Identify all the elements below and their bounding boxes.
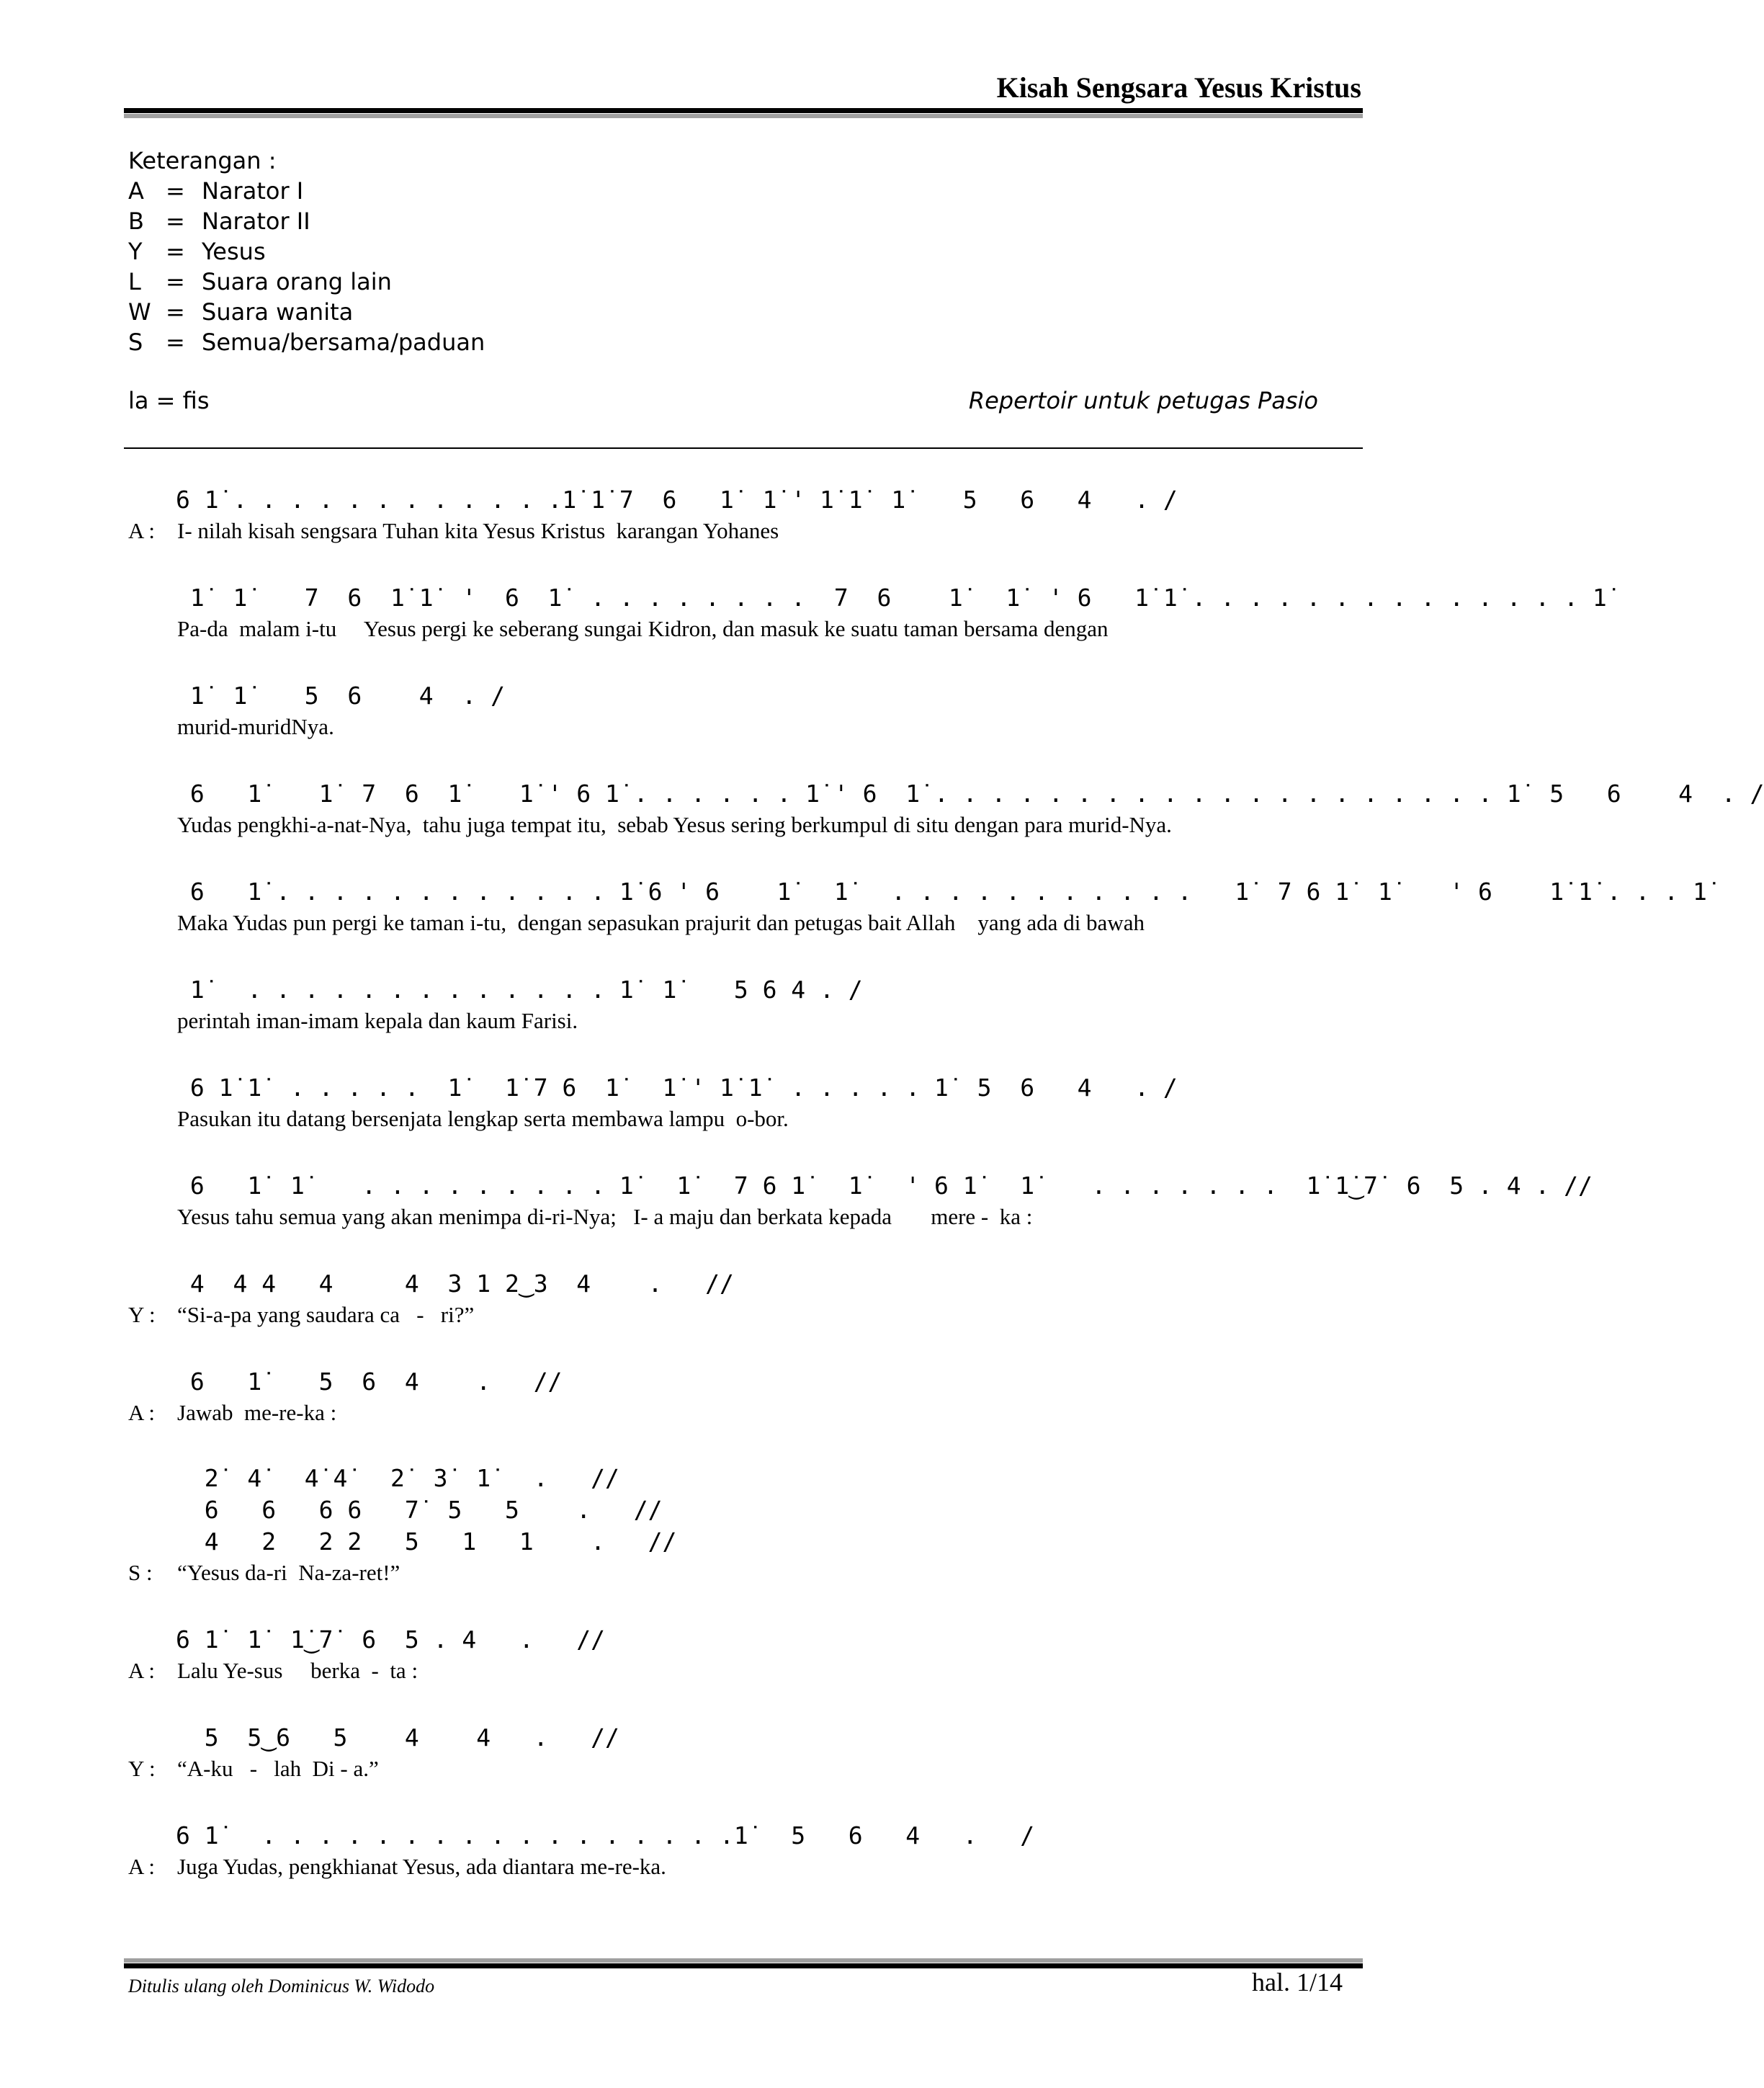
header-rule — [124, 108, 1363, 113]
lyric-text: murid-muridNya. — [177, 714, 334, 739]
notation-line: 5 5‿6 5 4 4 . // — [176, 1723, 619, 1752]
notation-line: 1̇ 1̇ 7 6 1̇ 1̇ ' 6 1̇ . . . . . . . . 7 6 1̇ 1̇ ' 6 1̇ 1̇ . . . . . . . . . . . . . . 1̇ — [176, 584, 1607, 612]
speaker-label — [128, 908, 177, 938]
legend-key: S — [128, 329, 143, 356]
lyric-line — [128, 1300, 734, 1330]
legend-value: Narator II — [202, 208, 310, 235]
notation-line-middle: 6 6 6 6 7̇ 5 5 . // — [176, 1496, 663, 1524]
repertoir-note: Repertoir untuk petugas Pasio — [968, 387, 1318, 414]
speaker-label — [128, 1202, 177, 1232]
legend-eq: = — [166, 208, 185, 235]
speaker-label: A : — [128, 1854, 156, 1879]
speaker-label — [128, 810, 177, 840]
lyric-text: Pa-da malam i-tu Yesus pergi ke seberang sungai Kidron, dan masuk ke suatu taman bersama dengan — [177, 616, 1109, 641]
speaker-label: A : — [128, 518, 156, 543]
lyric-text: Lalu Ye-sus berka - ta : — [177, 1658, 418, 1683]
lyric-line — [128, 810, 1764, 840]
speaker-label — [128, 712, 177, 742]
legend-row — [128, 297, 485, 327]
lyric-line — [128, 1398, 562, 1428]
score-block — [128, 778, 1764, 840]
notation-line: 6 1̇ . . . . . . . . . . . .1̇ 1̇ 7 6 1̇ 1̇ ' 1̇ 1̇ 1̇ 5 6 4 . / — [176, 486, 1178, 514]
lyric-line — [128, 1104, 1178, 1134]
notation-line: 6 1̇ 1̇ 1̇‿7̇ 6 5 . 4 . // — [176, 1625, 606, 1654]
notation-line: 6 1̇ 5 6 4 . // — [176, 1368, 563, 1396]
score-block — [128, 1624, 605, 1686]
legend-eq: = — [166, 268, 185, 295]
speaker-label — [128, 1104, 177, 1134]
legend-value: Suara orang lain — [202, 268, 392, 295]
lyric-line — [128, 1558, 676, 1588]
lyric-text: Yesus tahu semua yang akan menimpa di-ri-Nya; I- a maju dan berkata kepada mere - ka : — [177, 1204, 1033, 1229]
score-block — [128, 582, 1607, 644]
legend-row — [128, 327, 485, 357]
speaker-label: A : — [128, 1658, 156, 1683]
speaker-label — [128, 1006, 177, 1036]
legend-row — [128, 267, 485, 297]
score-block — [128, 1072, 1178, 1134]
legend-eq: = — [166, 177, 185, 205]
legend-eq: = — [166, 329, 185, 356]
page-number: hal. 1/14 — [1252, 1968, 1343, 1996]
lyric-text: Juga Yudas, pengkhianat Yesus, ada diantara me-re-ka. — [177, 1854, 666, 1879]
lyric-text: “Yesus da-ri Na-za-ret!” — [177, 1560, 400, 1585]
score-block — [128, 484, 1178, 546]
lyric-line — [128, 1852, 1034, 1882]
score-block — [128, 974, 863, 1036]
notation-line-upper: 2̇ 4̇ 4̇ 4̇ 2̇ 3̇ 1̇ . // — [176, 1464, 619, 1492]
speaker-label: Y : — [128, 1302, 156, 1327]
lyric-line — [128, 1656, 605, 1686]
legend-value: Yesus — [202, 238, 266, 265]
lyric-text: Pasukan itu datang bersenjata lengkap serta membawa lampu o-bor. — [177, 1106, 789, 1131]
notation-line: 6 1̇ . . . . . . . . . . . . . . . . .1̇ 5 6 4 . / — [176, 1821, 1035, 1850]
footer-rule — [124, 1963, 1363, 1968]
speaker-label: A : — [128, 1400, 156, 1425]
lyric-line — [128, 614, 1607, 644]
legend-value: Semua/bersama/paduan — [202, 329, 485, 356]
score-block — [128, 1268, 734, 1330]
score-block — [128, 1170, 1593, 1232]
score-block — [128, 1722, 619, 1784]
score-block-chord — [128, 1463, 676, 1588]
legend-row — [128, 176, 485, 206]
footer-author: Ditulis ulang oleh Dominicus W. Widodo — [128, 1976, 435, 1996]
notation-line: 6 1̇ 1̇ . . . . . 1̇ 1̇ 7 6 1̇ 1̇ ' 1̇ 1̇ . . . . . 1̇ 5 6 4 . / — [176, 1074, 1178, 1102]
notation-line: 6 1̇ . . . . . . . . . . . . 1̇ 6 ' 6 1̇ 1̇ . . . . . . . . . . . 1̇ 7 6 1̇ 1̇ ' 6 1̇ 1̇ . . . 1̇ — [176, 878, 1707, 906]
score-block — [128, 1366, 562, 1428]
notation-line: 1̇ 1̇ 5 6 4 . / — [176, 682, 505, 710]
legend-heading: Keterangan : — [128, 147, 277, 174]
score-block — [128, 876, 1707, 938]
legend-value: Suara wanita — [202, 298, 354, 326]
notation-line-lower: 4 2 2 2 5 1 1 . // — [176, 1527, 677, 1556]
legend-eq: = — [166, 238, 185, 265]
lyric-text: I- nilah kisah sengsara Tuhan kita Yesus Kristus karangan Yohanes — [177, 518, 779, 543]
notation-line: 1̇ . . . . . . . . . . . . . 1̇ 1̇ 5 6 4 . / — [176, 976, 863, 1004]
section-rule — [124, 447, 1363, 449]
page-title: Kisah Sengsara Yesus Kristus — [996, 71, 1361, 104]
lyric-line — [128, 712, 505, 742]
legend-key: W — [128, 298, 151, 326]
notation-line: 4 4 4 4 4 3 1 2‿3 4 . // — [176, 1270, 734, 1298]
lyric-text: perintah iman-imam kepala dan kaum Farisi. — [177, 1008, 578, 1033]
lyric-line — [128, 908, 1707, 938]
score-block — [128, 680, 505, 742]
legend-row — [128, 206, 485, 236]
lyric-line — [128, 1202, 1593, 1232]
legend — [128, 146, 485, 357]
tuning-note: la = fis — [128, 387, 210, 414]
legend-eq: = — [166, 298, 185, 326]
header-rule-shadow — [124, 114, 1363, 118]
speaker-label: Y : — [128, 1756, 156, 1781]
footer-rule-shadow — [124, 1958, 1363, 1963]
lyric-text: Maka Yudas pun pergi ke taman i-tu, dengan sepasukan prajurit dan petugas bait Allah yang ada di bawah — [177, 910, 1145, 935]
notation-line: 6 1̇ 1̇ . . . . . . . . . 1̇ 1̇ 7 6 1̇ 1̇ ' 6 1̇ 1̇ . . . . . . . 1̇ 1̇‿7̇ 6 5 . 4 . // — [176, 1172, 1593, 1200]
lyric-text: Yudas pengkhi-a-nat-Nya, tahu juga tempat itu, sebab Yesus sering berkumpul di situ dengan para murid-Nya. — [177, 812, 1172, 837]
score-block — [128, 1820, 1034, 1882]
legend-key: B — [128, 208, 144, 235]
lyric-text: Jawab me-re-ka : — [177, 1400, 337, 1425]
legend-row — [128, 236, 485, 267]
legend-value: Narator I — [202, 177, 304, 205]
lyric-line — [128, 1006, 863, 1036]
lyric-line — [128, 1754, 619, 1784]
legend-key: A — [128, 177, 144, 205]
speaker-label — [128, 614, 177, 644]
speaker-label: S : — [128, 1560, 153, 1585]
legend-key: Y — [128, 238, 143, 265]
lyric-text: “Si-a-pa yang saudara ca - ri?” — [177, 1302, 475, 1327]
notation-line: 6 1̇ 1̇ 7 6 1̇ 1̇ ' 6 1̇ . . . . . . 1̇ ' 6 1̇ . . . . . . . . . . . . . . . . . . . . 1̇ 5 6 4 . / — [176, 780, 1764, 808]
lyric-line — [128, 516, 1178, 546]
lyric-text: “A-ku - lah Di - a.” — [177, 1756, 379, 1781]
legend-key: L — [128, 268, 141, 295]
